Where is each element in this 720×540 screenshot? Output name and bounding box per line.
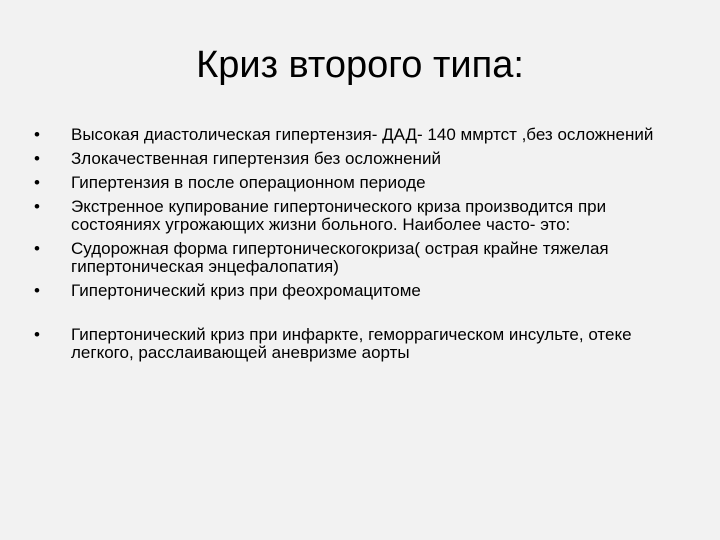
list-item-text: Гипертонический криз при феохромацитоме (71, 281, 421, 300)
bullet-icon: • (34, 173, 40, 192)
list-item (34, 282, 694, 300)
list-item (34, 174, 694, 192)
list-item (34, 150, 694, 168)
bullet-icon: • (34, 125, 40, 144)
list-item (34, 198, 694, 234)
list-item-text: Экстренное купирование гипертонического криза производится при состояниях угрожающих жизни больного. Наиболее часто- это: (71, 197, 607, 234)
bullet-icon: • (34, 197, 40, 216)
bullet-icon: • (34, 149, 40, 168)
bullet-icon: • (34, 281, 40, 300)
bullet-icon: • (34, 239, 40, 258)
list-item-text: Высокая диастолическая гипертензия- ДАД- 140 ммртст ,без осложнений (71, 125, 654, 144)
list-item-text: Судорожная форма гипертоническогокриза( острая крайне тяжелая гипертоническая энцефалопатия) (71, 239, 609, 276)
bullet-icon: • (34, 325, 40, 344)
list-item-text: Гипертензия в после операционном периоде (71, 173, 426, 192)
list-item (34, 326, 694, 362)
list-item-text: Злокачественная гипертензия без осложнений (71, 149, 441, 168)
bullet-list (34, 126, 694, 368)
slide-title: Криз второго типа: (196, 44, 524, 86)
list-item (34, 240, 694, 276)
list-item (34, 126, 694, 144)
list-item-text: Гипертонический криз при инфаркте, геморрагическом инсульте, отеке легкого, расслаивающей аневризме аорты (71, 325, 632, 362)
